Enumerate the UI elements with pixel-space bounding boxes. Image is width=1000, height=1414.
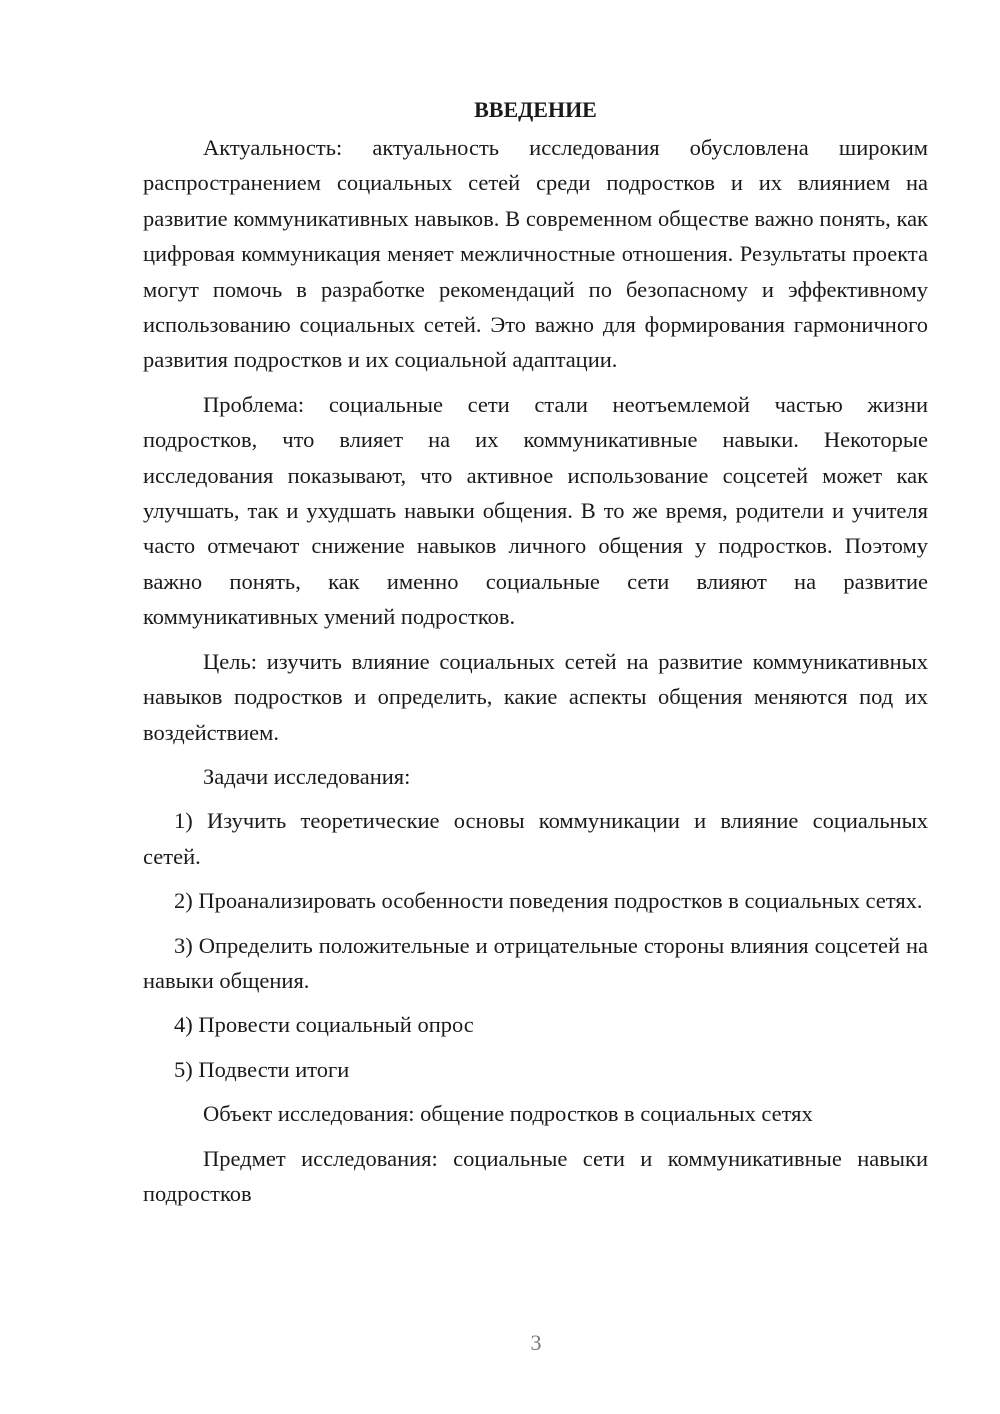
goal-paragraph: Цель: изучить влияние социальных сетей на развитие коммуникативных навыков подростков и определить, какие аспекты общения меняются под их воздействием. [143, 648, 928, 745]
tasks-title: Задачи исследования: [203, 763, 411, 789]
task-item: 1) Изучить теоретические основы коммуникации и влияние социальных сетей. [143, 808, 928, 869]
problem-paragraph: Проблема: социальные сети стали неотъемлемой частью жизни подростков, что влияет на их коммуникативные навыки. Некоторые исследования показывают, что активное использование соцсетей может как улучшать, так и ухудшать навыки общения. В то же время, родители и учителя часто отмечают снижение навыков личного общения у подростков. Поэтому важно понять, как именно социальные сети влияют на развитие коммуникативных умений подростков. [143, 391, 928, 630]
page-number: 3 [530, 1330, 542, 1355]
object-paragraph: Объект исследования: общение подростков в социальных сетях [203, 1101, 813, 1127]
task-item: 2) Проанализировать особенности поведения подростков в социальных сетях. [174, 888, 923, 914]
subject-paragraph: Предмет исследования: социальные сети и коммуникативные навыки подростков [143, 1145, 928, 1206]
section-heading: ВВЕДЕНИЕ [474, 97, 597, 122]
relevance-paragraph: Актуальность: актуальность исследования обусловлена широким распространением социальных сетей среди подростков и их влиянием на развитие коммуникативных навыков. В современном обществе важно понять, как цифровая коммуникация меняет межличностные отношения. Результаты проекта могут помочь в разработке рекомендаций по безопасному и эффективному использованию социальных сетей. Это важно для формирования гармоничного развития подростков и их социальной адаптации. [143, 135, 928, 373]
task-item: 5) Подвести итоги [174, 1056, 350, 1082]
document-page [143, 92, 928, 1220]
task-item: 4) Провести социальный опрос [174, 1012, 474, 1038]
task-item: 3) Определить положительные и отрицательные стороны влияния соцсетей на навыки общения. [143, 932, 928, 993]
